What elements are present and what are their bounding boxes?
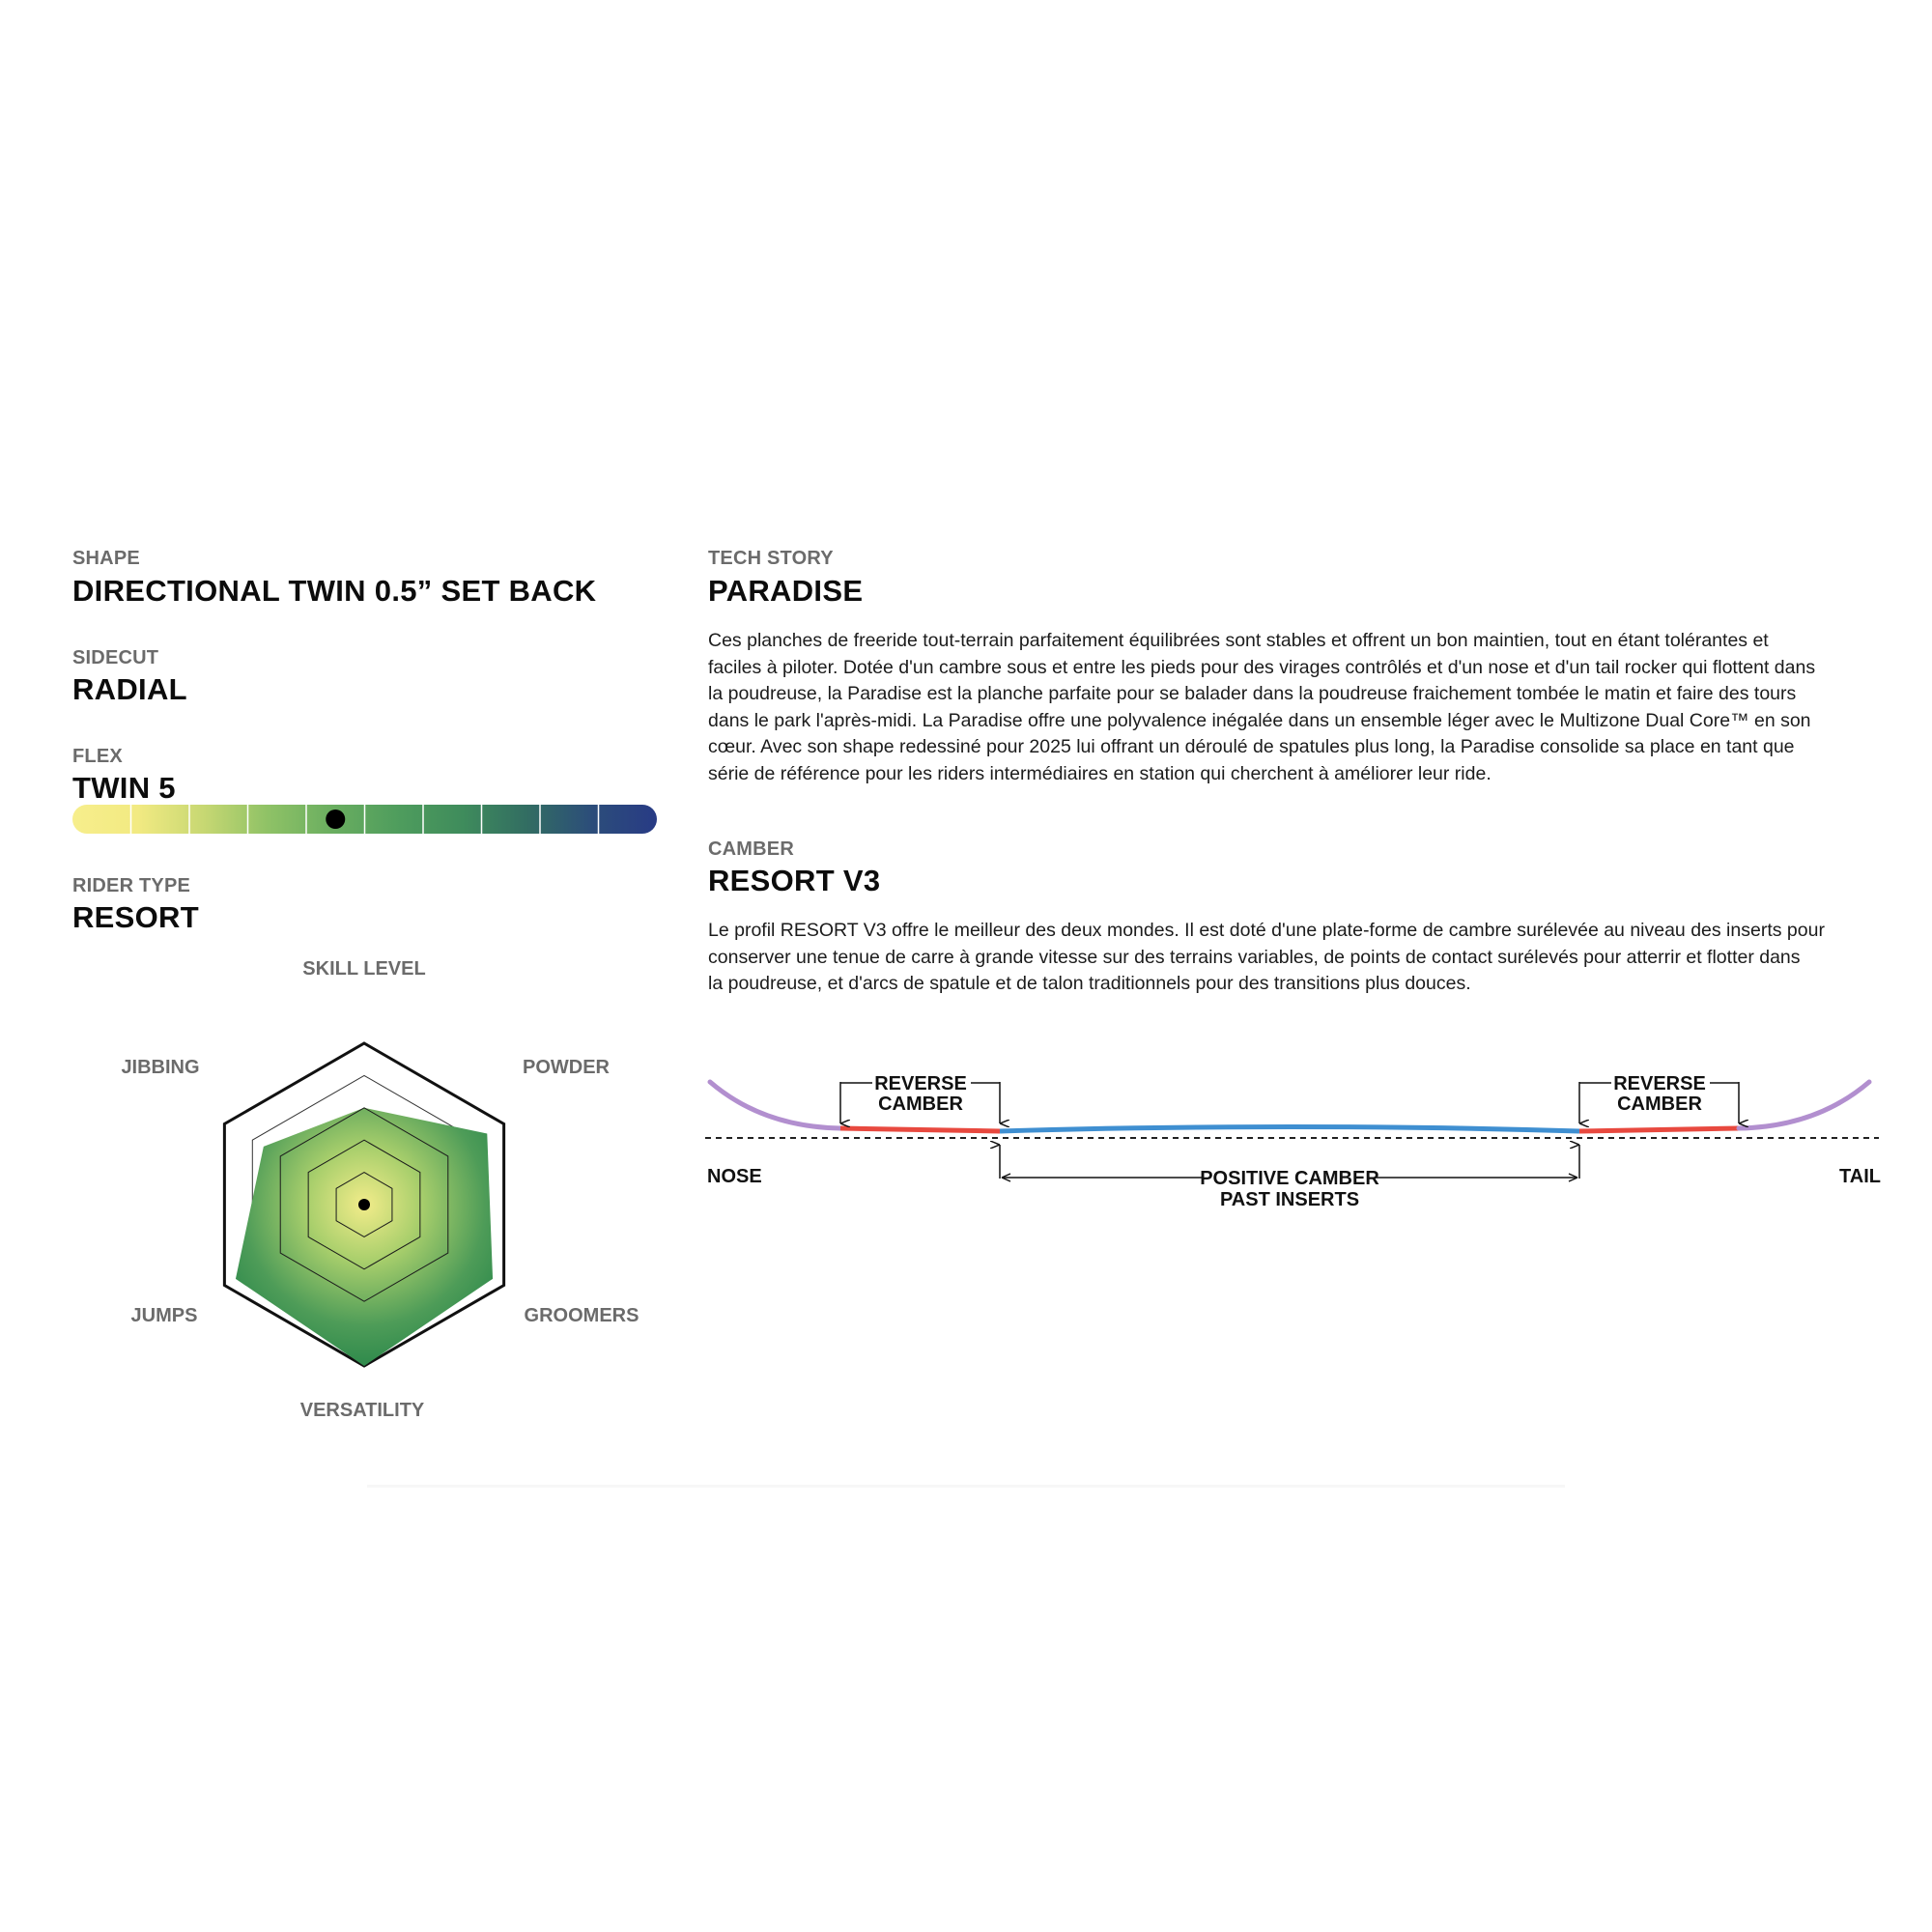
radar-axis-label: GROOMERS bbox=[524, 1305, 639, 1326]
camber-line: Le profil RESORT V3 offre le meilleur des deux mondes. Il est doté d'une plate-forme de cambre surélevée au niveau des inserts pour bbox=[708, 920, 1825, 941]
camber-description bbox=[708, 918, 1825, 998]
reverse-camber-right-text: CAMBER bbox=[1617, 1094, 1702, 1115]
radar-axis-label: VERSATILITY bbox=[299, 1400, 425, 1421]
camber-value: RESORT V3 bbox=[708, 864, 881, 897]
rider-type-value: RESORT bbox=[72, 900, 199, 934]
shape-value: DIRECTIONAL TWIN 0.5” SET BACK bbox=[72, 574, 597, 608]
radar-chart bbox=[97, 956, 657, 1439]
reverse-camber-left-segment bbox=[840, 1128, 1000, 1131]
positive-camber-segment bbox=[1000, 1127, 1579, 1132]
nose-label: NOSE bbox=[707, 1166, 762, 1187]
camber-profile-diagram bbox=[700, 1048, 1893, 1241]
camber-line: la poudreuse, et d'arcs de spatule et de talon traditionnels pour des transitions plus douces. bbox=[708, 973, 1471, 994]
camber-label: CAMBER bbox=[708, 838, 794, 860]
tail-rocker-segment bbox=[1739, 1082, 1869, 1128]
radar-axis-label: SKILL LEVEL bbox=[302, 958, 426, 980]
reverse-camber-right-segment bbox=[1579, 1128, 1739, 1131]
tech-story-value: PARADISE bbox=[708, 574, 864, 608]
tech-story-line: la poudreuse, la Paradise est la planche parfaite pour se balader dans la poudreuse fraichement tombée le matin et faire des tours bbox=[708, 683, 1797, 704]
flex-level-marker bbox=[326, 810, 345, 829]
radar-axis-label: JIBBING bbox=[121, 1057, 200, 1078]
reverse-camber-left-text: CAMBER bbox=[878, 1094, 963, 1115]
radar-axis-label: JUMPS bbox=[130, 1305, 198, 1326]
tech-story-label: TECH STORY bbox=[708, 548, 834, 569]
reverse-camber-left-bracket bbox=[840, 1073, 1000, 1123]
nose-rocker-segment bbox=[710, 1082, 840, 1128]
rider-type-label: RIDER TYPE bbox=[72, 875, 191, 896]
positive-camber-text: PAST INSERTS bbox=[1219, 1189, 1360, 1210]
tech-story-line: Ces planches de freeride tout-terrain parfaitement équilibrées sont stables et offrent un bon maintien, tout en étant tolérantes et bbox=[708, 630, 1769, 651]
sidecut-value: RADIAL bbox=[72, 672, 187, 706]
divider bbox=[367, 1485, 1565, 1488]
radar-axis-label: POWDER bbox=[523, 1057, 610, 1078]
tech-story-line: dans le park l'après-midi. La Paradise offre une polyvalence inégalée dans un ensemble léger avec le Multizone Dual Core™ en son bbox=[708, 709, 1811, 731]
radar-center-dot bbox=[358, 1199, 370, 1210]
reverse-camber-left-text: REVERSE bbox=[874, 1073, 967, 1094]
tech-story-line: faciles à piloter. Dotée d'un cambre sous et entre les pieds pour des virages contrôlés et d'un nose et d'un tail rocker qui flottent dans bbox=[708, 656, 1816, 678]
positive-camber-bracket bbox=[1000, 1145, 1579, 1210]
camber-line: conserver une tenue de carre à grande vitesse sur des terrains variables, de points de contact surélevés pour atterrir et flotter dans bbox=[708, 946, 1801, 968]
reverse-camber-right-bracket bbox=[1579, 1073, 1739, 1123]
tail-label: TAIL bbox=[1839, 1166, 1881, 1187]
shape-label: SHAPE bbox=[72, 548, 140, 569]
positive-camber-text: POSITIVE CAMBER bbox=[1200, 1168, 1379, 1189]
tech-story-line: série de référence pour les riders intermédiaires en station qui cherchent à améliorer leur ride. bbox=[708, 762, 1492, 784]
flex-label: FLEX bbox=[72, 746, 123, 767]
tech-story-line: cœur. Avec son shape redessiné pour 2025 lui offrant un déroulé de spatules plus long, la Paradise consolide sa place en tant que bbox=[708, 736, 1795, 757]
sidecut-label: SIDECUT bbox=[72, 647, 159, 668]
flex-scale-bar bbox=[72, 805, 657, 834]
tech-story-description bbox=[708, 628, 1815, 787]
reverse-camber-right-text: REVERSE bbox=[1613, 1073, 1706, 1094]
flex-value: TWIN 5 bbox=[72, 771, 176, 805]
